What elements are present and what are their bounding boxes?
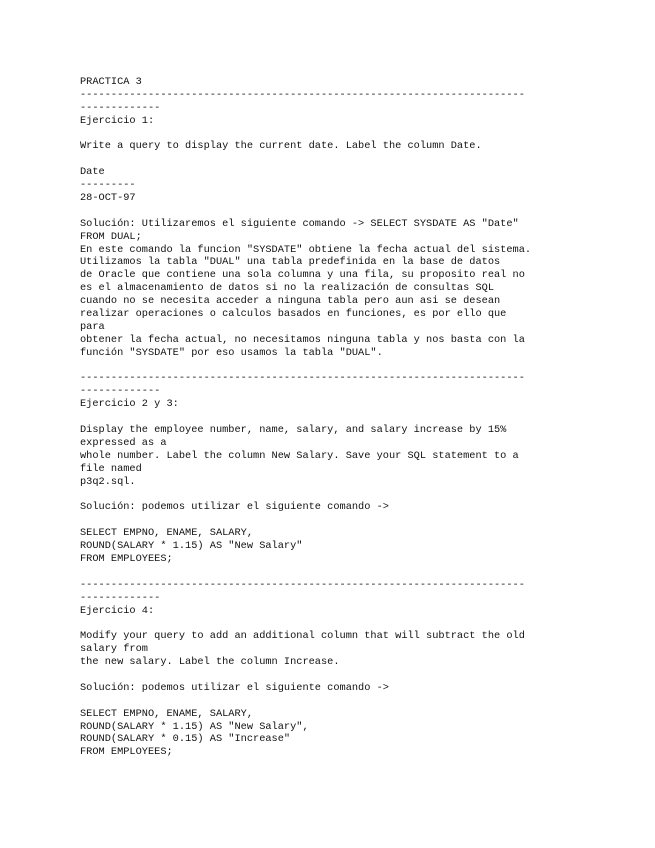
- exercise-1-heading: Ejercicio 1:: [80, 114, 155, 127]
- separator-line-continuation: -------------: [80, 591, 161, 604]
- result-rule: ---------: [80, 179, 136, 192]
- blank-line: [80, 411, 580, 424]
- result-column-header: Date: [80, 166, 105, 179]
- blank-line: [80, 360, 580, 373]
- document-page: [80, 76, 580, 759]
- sql-code-line: ROUND(SALARY * 1.15) AS "New Salary": [80, 540, 303, 553]
- separator-line: ------------------------------------------------------------------------: [80, 372, 525, 385]
- blank-line: [80, 514, 580, 527]
- sql-code-line: ROUND(SALARY * 0.15) AS "Increase": [80, 733, 291, 746]
- exercise-2-3-prompt-line: p3q2.sql.: [80, 475, 136, 488]
- exercise-1-solution-line: FROM DUAL;: [80, 230, 142, 243]
- result-value: 28-OCT-97: [80, 192, 136, 205]
- exercise-2-3-prompt-line: Display the employee number, name, salary, and salary increase by 15%: [80, 424, 507, 437]
- exercise-1-solution-line: es el almacenamiento de datos si no la realización de consultas SQL: [80, 282, 495, 295]
- blank-line: [80, 489, 580, 502]
- separator-line-continuation: -------------: [80, 101, 161, 114]
- exercise-1-prompt: Write a query to display the current date. Label the column Date.: [80, 140, 482, 153]
- exercise-1-solution-line: cuando no se necesita acceder a ninguna tabla pero aun asi se desean: [80, 295, 501, 308]
- sql-code-line: ROUND(SALARY * 1.15) AS "New Salary",: [80, 720, 309, 733]
- exercise-4-prompt-line: the new salary. Label the column Increase.: [80, 656, 340, 669]
- exercise-4-solution: Solución: podemos utilizar el siguiente comando ->: [80, 681, 389, 694]
- exercise-1-solution-line: para: [80, 320, 105, 333]
- exercise-1-solution-line: Solución: Utilizaremos el siguiente comando -> SELECT SYSDATE AS "Date": [80, 217, 519, 230]
- exercise-2-3-solution: Solución: podemos utilizar el siguiente comando ->: [80, 501, 389, 514]
- exercise-1-solution-line: En este comando la funcion "SYSDATE" obtiene la fecha actual del sistema.: [80, 243, 532, 256]
- sql-code-line: FROM EMPLOYEES;: [80, 552, 173, 565]
- exercise-2-3-prompt-line: file named: [80, 462, 142, 475]
- exercise-1-solution-line: realizar operaciones o calculos basados en funciones, es por ello que: [80, 308, 507, 321]
- sql-code-line: FROM EMPLOYEES;: [80, 746, 173, 759]
- exercise-1-solution-line: de Oracle que contiene una sola columna y una fila, su proposito real no: [80, 269, 525, 282]
- blank-line: [80, 128, 580, 141]
- blank-line: [80, 566, 580, 579]
- exercise-4-prompt-line: Modify your query to add an additional column that will subtract the old: [80, 630, 525, 643]
- blank-line: [80, 695, 580, 708]
- blank-line: [80, 153, 580, 166]
- exercise-1-solution-line: Utilizamos la tabla "DUAL" una tabla predefinida en la base de datos: [80, 256, 501, 269]
- sql-code-line: SELECT EMPNO, ENAME, SALARY,: [80, 527, 254, 540]
- exercise-1-solution-line: función "SYSDATE" por eso usamos la tabla "DUAL".: [80, 346, 383, 359]
- sql-code-line: SELECT EMPNO, ENAME, SALARY,: [80, 707, 254, 720]
- separator-line-continuation: -------------: [80, 385, 161, 398]
- exercise-4-heading: Ejercicio 4:: [80, 604, 155, 617]
- exercise-4-prompt-line: salary from: [80, 643, 148, 656]
- document-title: PRACTICA 3: [80, 76, 142, 88]
- blank-line: [80, 205, 580, 218]
- separator-line: ------------------------------------------------------------------------: [80, 578, 525, 591]
- exercise-2-3-prompt-line: expressed as a: [80, 436, 167, 449]
- separator-line: ------------------------------------------------------------------------: [80, 88, 525, 101]
- exercise-1-solution-line: obtener la fecha actual, no necesitamos ninguna tabla y nos basta con la: [80, 333, 525, 346]
- blank-line: [80, 617, 580, 630]
- exercise-2-3-heading: Ejercicio 2 y 3:: [80, 398, 179, 411]
- blank-line: [80, 669, 580, 682]
- exercise-2-3-prompt-line: whole number. Label the column New Salary. Save your SQL statement to a: [80, 449, 519, 462]
